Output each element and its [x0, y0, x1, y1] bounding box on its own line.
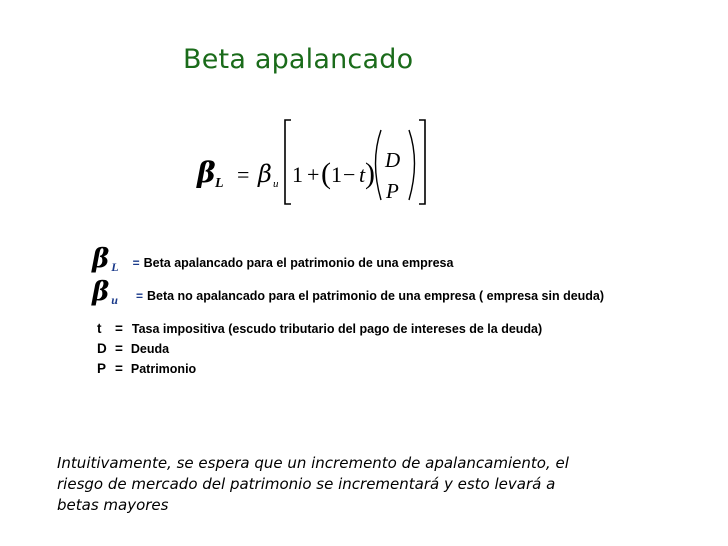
symbol-beta: β [92, 277, 110, 307]
symbol-subscript: L [111, 260, 119, 274]
definition-d [97, 341, 169, 356]
formula-beta-l: β [197, 156, 216, 189]
definition-text: Deuda [130, 342, 170, 356]
definition-p [97, 361, 196, 376]
slide-title: Beta apalancado [183, 44, 414, 75]
fraction-numerator: D [385, 148, 401, 172]
symbol-beta: β [92, 244, 110, 274]
footer-line: betas mayores [57, 496, 169, 514]
formula-t: t [359, 162, 366, 187]
levered-beta-formula [195, 112, 445, 212]
equals-sign: = [115, 341, 123, 356]
definition-beta-u [92, 277, 604, 307]
footer-line: Intuitivamente, se espera que un incremento de apalancamiento, el [57, 454, 569, 472]
definition-text: Beta no apalancado para el patrimonio de una empresa ( empresa sin deuda) [146, 289, 605, 303]
right-square-bracket [419, 120, 425, 204]
definition-t [97, 321, 542, 336]
definition-text: Beta apalancado para el patrimonio de una empresa [143, 256, 454, 270]
formula-equals: = [237, 162, 250, 187]
definition-beta-l [92, 244, 453, 274]
formula-one-inner: 1 [331, 162, 342, 187]
symbol-letter: P [97, 361, 107, 376]
definition-text: Tasa impositiva (escudo tributario del pago de intereses de la deuda) [131, 322, 543, 336]
formula-right-paren: ) [365, 157, 375, 190]
symbol-subscript: u [111, 293, 118, 307]
formula-left-paren: ( [321, 157, 331, 190]
fraction-left-paren [376, 130, 382, 200]
formula-plus: + [307, 162, 320, 187]
symbol-letter: t [97, 321, 102, 336]
formula-beta-u-sub: u [273, 178, 279, 190]
equals-sign: = [115, 361, 123, 376]
definition-text: Patrimonio [130, 362, 197, 376]
footer-paragraph [57, 453, 647, 516]
footer-line: riesgo de mercado del patrimonio se incrementará y esto levará a [57, 475, 556, 493]
formula-beta-u: β [258, 160, 272, 188]
left-square-bracket [285, 120, 291, 204]
equals-sign: = [135, 289, 143, 303]
equals-sign: = [132, 256, 140, 270]
fraction-denominator: P [386, 179, 399, 203]
formula-minus: − [343, 162, 356, 187]
fraction-right-paren [409, 130, 415, 200]
formula-beta-l-sub: L [215, 176, 224, 191]
equals-sign: = [115, 321, 123, 336]
formula-one: 1 [292, 162, 303, 187]
symbol-letter: D [97, 341, 107, 356]
